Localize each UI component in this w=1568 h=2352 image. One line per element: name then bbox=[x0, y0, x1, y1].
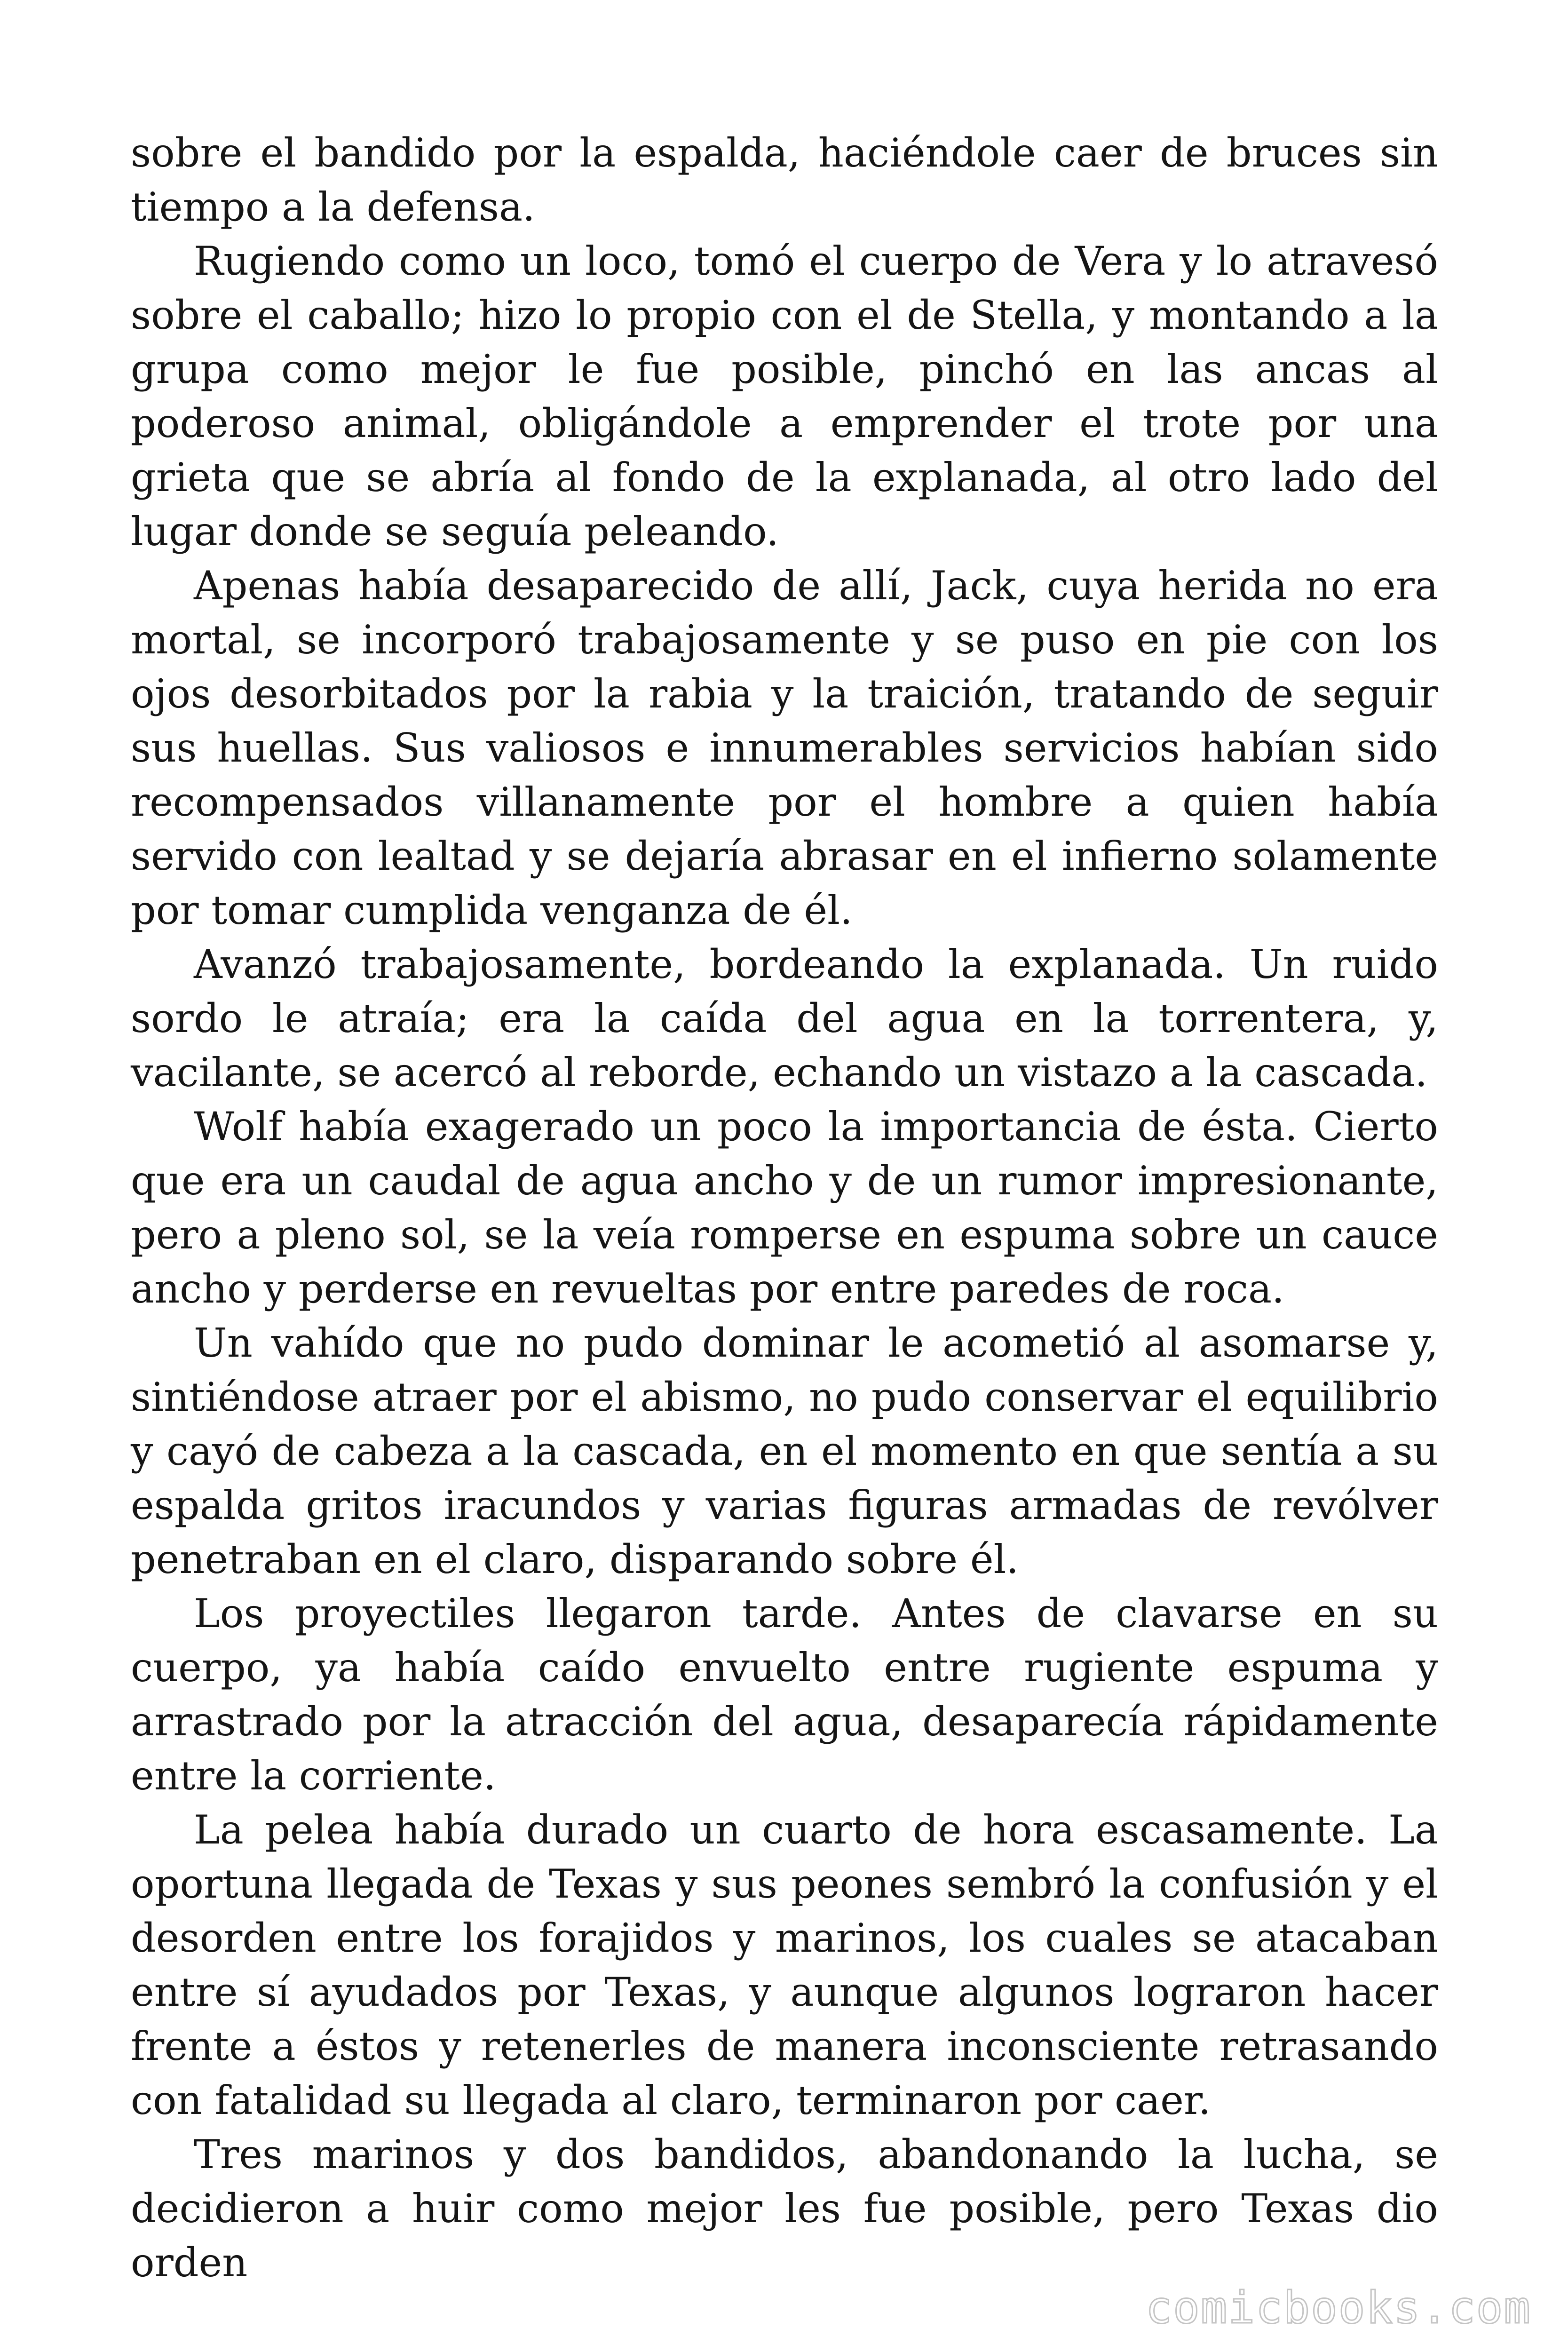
paragraph-9: Tres marinos y dos bandidos, abandonando la lucha, se decidieron a huir como mejor les fue posible, pero Texas dio orden bbox=[131, 2131, 1438, 2286]
body-text bbox=[131, 126, 1438, 2290]
paragraph-7: Los proyectiles llegaron tarde. Antes de clavarse en su cuerpo, ya había caído envuelto entre rugiente espuma y arrastrado por la atracción del agua, desaparecía rápidamente entre la corriente. bbox=[131, 1590, 1438, 1799]
watermark: comicbooks.com bbox=[1145, 2282, 1531, 2334]
paragraph-5: Wolf había exagerado un poco la importancia de ésta. Cierto que era un caudal de agua ancho y de un rumor impresionante, pero a pleno sol, se la veía romperse en espuma sobre un cauce ancho y perderse en revueltas por entre paredes de roca. bbox=[131, 1104, 1438, 1312]
paragraph-4: Avanzó trabajosamente, bordeando la explanada. Un ruido sordo le atraía; era la caída del agua en la torrentera, y, vacilante, se acercó al reborde, echando un vistazo a la cascada. bbox=[131, 941, 1438, 1096]
paragraph-3: Apenas había desaparecido de allí, Jack, cuya herida no era mortal, se incorporó trabajosamente y se puso en pie con los ojos desorbitados por la rabia y la traición, tratando de seguir sus huellas. Sus valiosos e innumerables servicios habían sido recompensados villanamente por el hombre a quien había servido con lealtad y se dejaría abrasar en el infierno solamente por tomar cumplida venganza de él. bbox=[131, 563, 1438, 933]
paragraph-6: Un vahído que no pudo dominar le acometió al asomarse y, sintiéndose atraer por el abismo, no pudo conservar el equilibrio y cayó de cabeza a la cascada, en el momento en que sentía a su espalda gritos iracundos y varias figuras armadas de revólver penetraban en el claro, disparando sobre él. bbox=[131, 1320, 1438, 1582]
paragraph-1: sobre el bandido por la espalda, haciéndole caer de bruces sin tiempo a la defensa. bbox=[131, 130, 1438, 230]
paragraph-8: La pelea había durado un cuarto de hora escasamente. La oportuna llegada de Texas y sus peones sembró la confusión y el desorden entre los forajidos y marinos, los cuales se atacaban entre sí ayudados por Texas, y aunque algunos lograron hacer frente a éstos y retenerles de manera inconsciente retrasando con fatalidad su llegada al claro, terminaron por caer. bbox=[131, 1807, 1438, 2123]
paragraph-2: Rugiendo como un loco, tomó el cuerpo de Vera y lo atravesó sobre el caballo; hizo lo propio con el de Stella, y montando a la grupa como mejor le fue posible, pinchó en las ancas al poderoso animal, obligándole a emprender el trote por una grieta que se abría al fondo de la explanada, al otro lado del lugar donde se seguía peleando. bbox=[131, 238, 1438, 555]
